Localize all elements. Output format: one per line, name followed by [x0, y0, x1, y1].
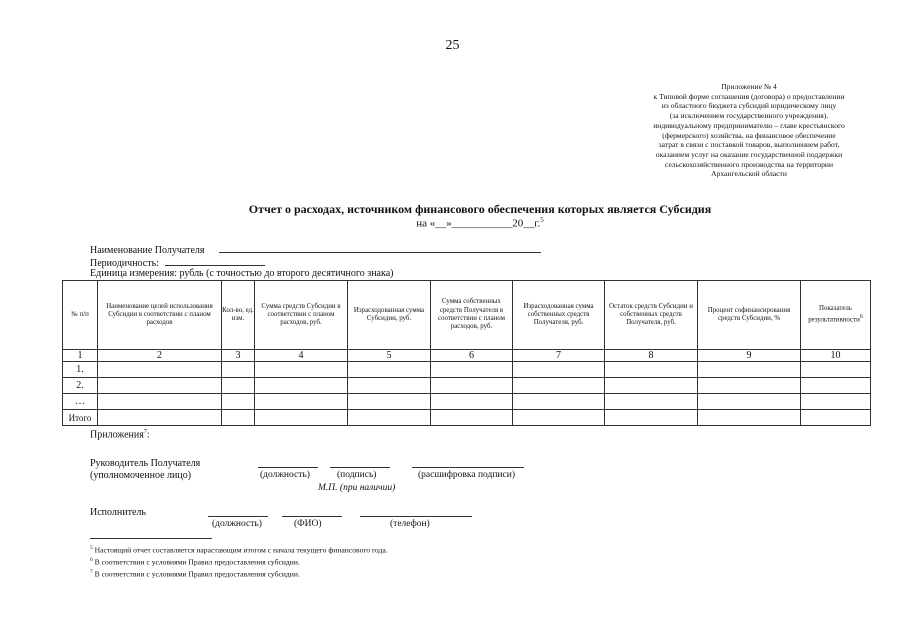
- table-cell[interactable]: [348, 362, 431, 378]
- table-header-cell: Сумма собственных средств Получателя в соответствии с планом расходов, руб.: [431, 281, 513, 350]
- appendix-line: Приложение № 4: [721, 82, 777, 91]
- footnote-mark: 7: [143, 429, 147, 435]
- table-cell[interactable]: [348, 378, 431, 394]
- footnote-mark: 7: [90, 569, 93, 575]
- position-caption: (должность): [260, 470, 310, 480]
- table-cell[interactable]: [801, 394, 871, 410]
- table-cell[interactable]: [801, 410, 871, 426]
- signature-line[interactable]: [330, 467, 390, 468]
- table-cell[interactable]: [98, 410, 222, 426]
- table-header-cell: Израсходованная сумма собственных средств Получателя, руб.: [513, 281, 605, 350]
- table-cell[interactable]: [98, 362, 222, 378]
- column-number: 7: [513, 350, 605, 362]
- footnote-mark: 6: [859, 314, 863, 321]
- column-number: 5: [348, 350, 431, 362]
- executor-name-line[interactable]: [282, 516, 342, 517]
- stamp-note: М.П. (при наличии): [318, 483, 396, 493]
- table-header-cell: Сумма средств Субсидии в соответствии с планом расходов, руб.: [255, 281, 348, 350]
- footnote-text: В соответствии с условиями Правил предоставления субсидии.: [94, 557, 300, 567]
- report-date: [0, 216, 905, 230]
- column-number: 1: [63, 350, 98, 362]
- table-cell[interactable]: [513, 362, 605, 378]
- decoding-caption: (расшифровка подписи): [418, 470, 515, 480]
- table-cell[interactable]: [513, 378, 605, 394]
- table-cell[interactable]: [605, 410, 698, 426]
- column-number: 4: [255, 350, 348, 362]
- table-cell[interactable]: [801, 378, 871, 394]
- table-cell[interactable]: [698, 394, 801, 410]
- table-cell[interactable]: [431, 410, 513, 426]
- table-cell[interactable]: [98, 378, 222, 394]
- footnote-divider: [90, 538, 212, 539]
- row-label: Итого: [63, 410, 98, 426]
- head-label: Руководитель Получателя: [90, 458, 201, 469]
- table-cell[interactable]: [431, 362, 513, 378]
- footnote-text: В соответствии с условиями Правил предоставления субсидии.: [94, 569, 300, 579]
- table-header-cell: [801, 281, 871, 350]
- table-cell[interactable]: [222, 362, 255, 378]
- column-number: 9: [698, 350, 801, 362]
- table-cell[interactable]: [605, 378, 698, 394]
- table-header-row: [63, 281, 871, 350]
- appendix-line: Архангельской области: [711, 169, 787, 179]
- appendix-line: оказанием услуг на оказание государственной поддержки: [655, 149, 843, 159]
- footnote: [90, 569, 300, 579]
- footnote-mark: 5: [540, 216, 544, 224]
- table-header-cell: Остаток средств Субсидии и собственных средств Получателя, руб.: [605, 281, 698, 350]
- column-number: 3: [222, 350, 255, 362]
- table-cell[interactable]: [605, 394, 698, 410]
- attachments-label: Приложения$^7$:: [90, 429, 150, 441]
- report-date-text: на «__»___________20__г.: [416, 217, 541, 230]
- recipient-field[interactable]: [219, 243, 541, 253]
- row-label: …: [63, 394, 98, 410]
- recipient-label: Наименование Получателя: [90, 245, 205, 256]
- table-cell[interactable]: [255, 394, 348, 410]
- page-number: 25: [445, 38, 460, 53]
- recipient-line: [90, 243, 541, 256]
- table-cell[interactable]: [348, 410, 431, 426]
- table-cell[interactable]: [255, 410, 348, 426]
- table-cell[interactable]: [605, 362, 698, 378]
- executor-phone-caption: (телефон): [390, 519, 430, 529]
- appendix-line: индивидуальному предпринимателю – главе крестьянского: [653, 120, 845, 130]
- appendix-header: [598, 82, 900, 179]
- table-cell[interactable]: [698, 362, 801, 378]
- executor-name-caption: (ФИО): [294, 519, 322, 529]
- table-header-cell: Процент софинансирования средств Субсидии, %: [698, 281, 801, 350]
- report-title: Отчет о расходах, источником финансового обеспечения которых является Субсидия: [248, 202, 712, 216]
- table-cell[interactable]: [431, 378, 513, 394]
- table-cell[interactable]: [348, 394, 431, 410]
- column-number-row: [63, 350, 871, 362]
- appendix-line: сельскохозяйственного производства на территории: [664, 159, 834, 169]
- position-signature-line[interactable]: [258, 467, 318, 468]
- signature-caption: (подпись): [337, 470, 377, 480]
- table-cell[interactable]: [801, 362, 871, 378]
- appendix-line: затрат в связи с поставкой товаров, выполнением работ,: [658, 140, 840, 150]
- table-header-cell: Кол-во, ед. изм.: [222, 281, 255, 350]
- table-row: [63, 362, 871, 378]
- decoding-signature-line[interactable]: [412, 467, 524, 468]
- footnote-mark: 6: [90, 557, 93, 563]
- table-header-cell: Израсходованная сумма Субсидии, руб.: [348, 281, 431, 350]
- column-number: 2: [98, 350, 222, 362]
- table-total-row: [63, 410, 871, 426]
- row-label: 2.: [63, 378, 98, 394]
- column-number: 6: [431, 350, 513, 362]
- footnote-text: Настоящий отчет составляется нарастающим итогом с начала текущего финансового года.: [94, 545, 388, 555]
- table-cell[interactable]: [513, 394, 605, 410]
- table-cell[interactable]: [698, 410, 801, 426]
- row-label: 1.: [63, 362, 98, 378]
- appendix-line: к Типовой форме соглашения (договора) о предоставлении: [653, 91, 845, 101]
- table-row: [63, 378, 871, 394]
- footnote: [90, 557, 300, 567]
- table-cell[interactable]: [698, 378, 801, 394]
- table-header-cell: Наименование целей использования Субсидии в соответствии с планом расходов: [98, 281, 222, 350]
- table-cell[interactable]: [98, 394, 222, 410]
- unit-line: Единица измерения: рубль (с точностью до второго десятичного знака): [90, 268, 394, 279]
- periodicity-label: Периодичность:: [90, 258, 159, 269]
- footnote: [90, 545, 388, 555]
- table-cell[interactable]: [431, 394, 513, 410]
- executor-position-line[interactable]: [208, 516, 268, 517]
- executor-label: Исполнитель: [90, 507, 146, 518]
- executor-phone-line[interactable]: [360, 516, 472, 517]
- attachments-text: Приложения: [90, 429, 144, 441]
- table-cell[interactable]: [222, 410, 255, 426]
- table-cell[interactable]: [255, 362, 348, 378]
- table-header-text: Показатель результативности: [808, 305, 860, 324]
- appendix-line: (за исключением государственного учреждения),: [669, 111, 829, 121]
- appendix-line: из областного бюджета субсидий юридическому лицу: [661, 101, 837, 111]
- head-sublabel: (уполномоченное лицо): [90, 470, 192, 481]
- expenses-table: [62, 280, 871, 426]
- table-cell[interactable]: [222, 378, 255, 394]
- table-cell[interactable]: [255, 378, 348, 394]
- table-header-cell: № п/п: [63, 281, 98, 350]
- column-number: 8: [605, 350, 698, 362]
- appendix-line: (фермерского) хозяйства, на финансовое обеспечение: [662, 130, 836, 140]
- table-cell[interactable]: [222, 394, 255, 410]
- table-cell[interactable]: [513, 410, 605, 426]
- table-row: [63, 394, 871, 410]
- column-number: 10: [801, 350, 871, 362]
- footnote-mark: 5: [90, 545, 93, 551]
- periodicity-field[interactable]: [165, 256, 265, 266]
- executor-position-caption: (должность): [212, 519, 262, 529]
